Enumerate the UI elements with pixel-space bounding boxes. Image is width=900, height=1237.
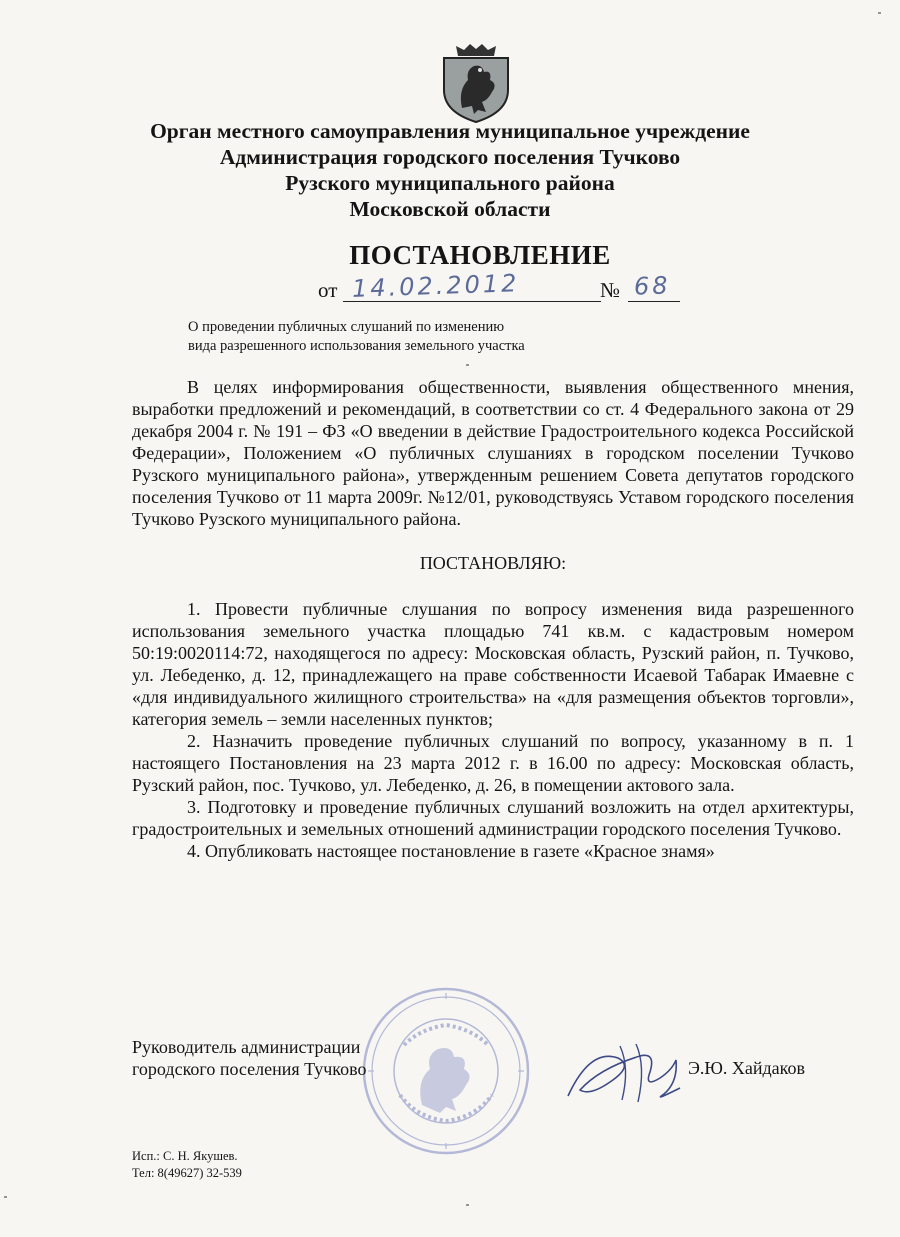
handwritten-date: 14.02.2012 (351, 269, 520, 303)
decree-item: 2. Назначить проведение публичных слушаний по вопросу, указанному в п. 1 настоящего Постановления на 23 марта 2012 г. в 16.00 по адресу: Московская область, Рузский район, пос. Тучково, ул. Лебеденко, д. 26, в помещении актового зала. (132, 731, 854, 795)
decree-item: 1. Провести публичные слушания по вопросу изменения вида разрешенного использования земельного участка площадью 741 кв.м. с кадастровым номером 50:19:0020114:72, находящегося по адресу: Московская область, Рузский район, п. Тучково, ул. Лебеденко, д. 12, принадлежащего на праве собственности Исаевой Табарак Имаевне с «для индивидуального жилищного строительства» на «для размещения объектов торговли», категория земель – земли населенных пунктов; (132, 599, 854, 729)
scan-speck (466, 364, 469, 366)
signer-position-line: Руководитель администрации (132, 1037, 361, 1057)
official-seal-icon (360, 985, 532, 1157)
scan-speck (466, 1204, 469, 1206)
decree-heading: ПОСТАНОВЛЯЮ: (419, 553, 567, 573)
handwritten-number: 68 (633, 271, 672, 301)
coat-of-arms-icon (438, 40, 514, 124)
document-subject (188, 318, 525, 356)
subject-line: вида разрешенного использования земельного участка (188, 338, 525, 354)
decree-item: 3. Подготовку и проведение публичных слушаний возложить на отдел архитектуры, градостроительных и земельных отношений администрации городского поселения Тучково. (132, 797, 854, 839)
organization-header (60, 118, 840, 222)
document-title: ПОСТАНОВЛЕНИЕ (349, 240, 611, 270)
executor-info (132, 1148, 242, 1182)
org-line: Орган местного самоуправления муниципальное учреждение (150, 119, 750, 143)
org-line: Московской области (349, 197, 551, 221)
scan-speck (4, 1196, 7, 1198)
executor-name: Исп.: С. Н. Якушев. (132, 1149, 238, 1163)
executor-phone: Тел: 8(49627) 32-539 (132, 1166, 242, 1180)
signer-name: Э.Ю. Хайдаков (688, 1058, 805, 1078)
decree-item: 4. Опубликовать настоящее постановление в газете «Красное знамя» (187, 841, 715, 861)
from-label: от (318, 278, 338, 302)
org-line: Администрация городского поселения Тучково (219, 145, 681, 169)
signer-position-line: городского поселения Тучково (132, 1059, 367, 1079)
signature-block (132, 1036, 366, 1080)
preamble-paragraph: В целях информирования общественности, выявления общественного мнения, выработки предложений и рекомендаций, в соответствии со ст. 4 Федерального закона от 29 декабря 2004 г. № 191 – ФЗ «О введении в действие Градостроительного кодекса Российской Федерации», Положением «О публичных слушаниях в городском поселении Тучково Рузского муниципального района», утвержденным решением Совета депутатов городского поселения Тучково от 11 марта 2009г. №12/01, руководствуясь Уставом городского поселения Тучково Рузского муниципального района. (132, 377, 854, 529)
subject-line: О проведении публичных слушаний по изменению (188, 319, 505, 335)
document-body (132, 376, 854, 862)
scan-speck (878, 12, 881, 14)
org-line: Рузского муниципального района (285, 171, 615, 195)
handwritten-signature-icon (560, 1038, 700, 1108)
number-label: № (600, 278, 621, 302)
